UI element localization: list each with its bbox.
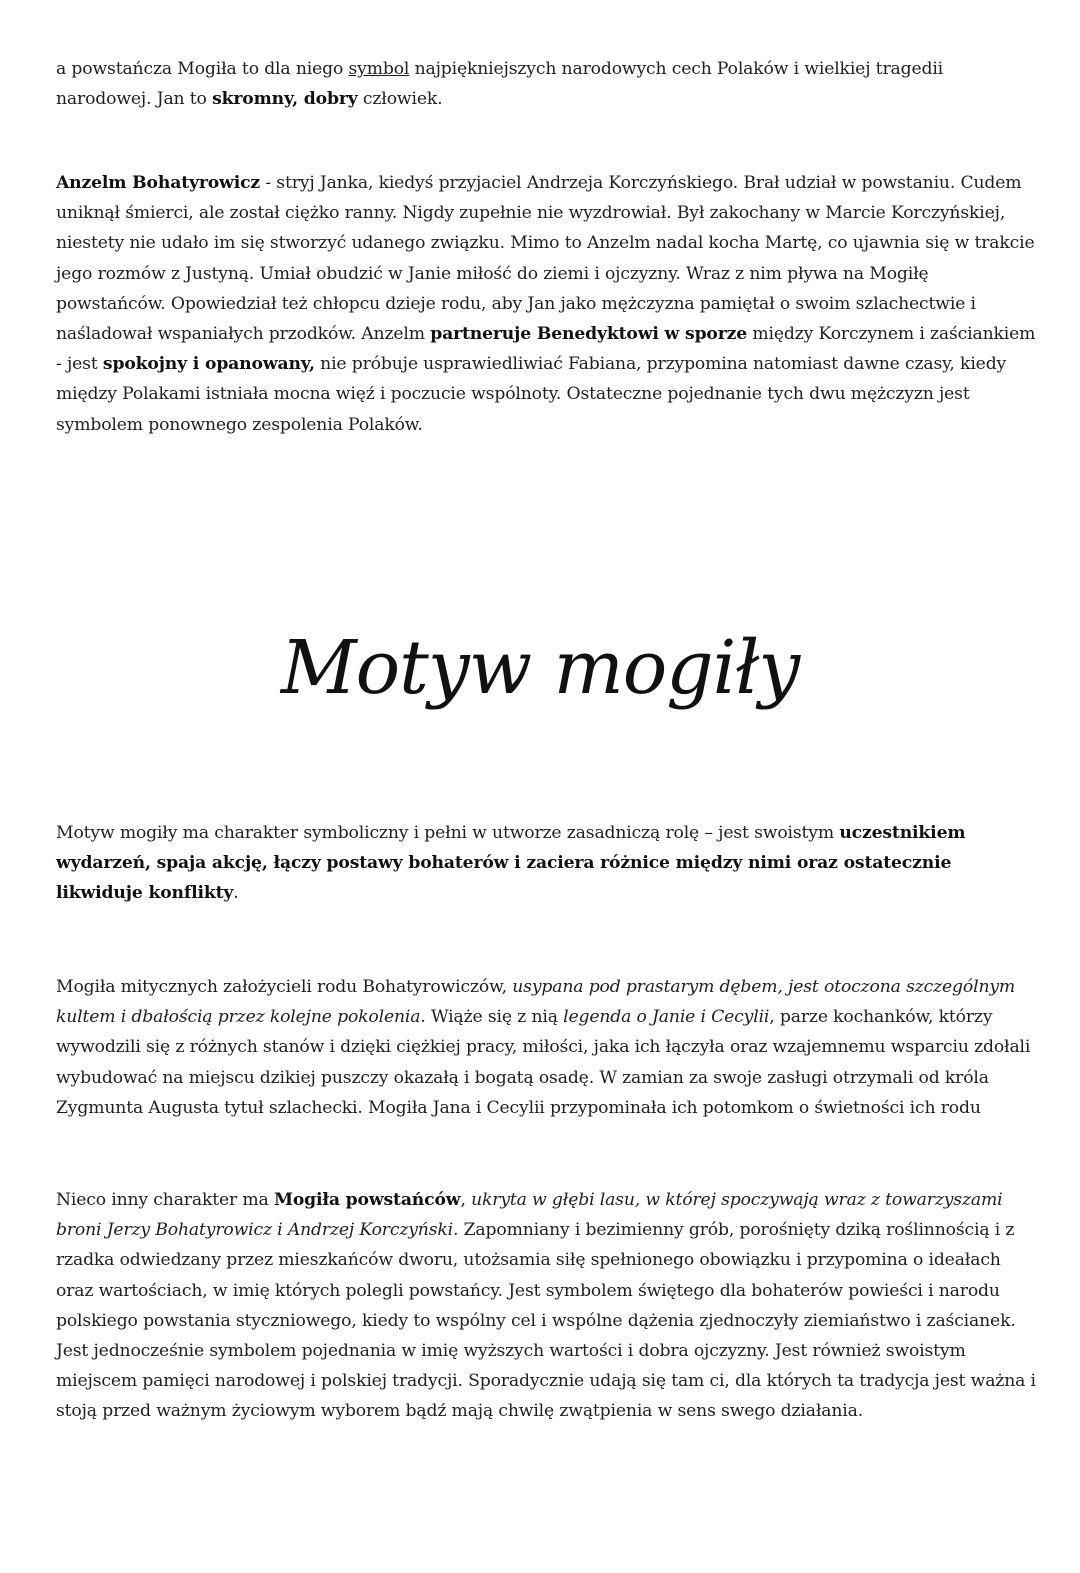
- text-span: Nieco inny charakter ma: [56, 1190, 274, 1210]
- text-span: najpiękniejszych narodowych cech Polaków i wielkiej tragedii narodowej. Jan to: [56, 59, 944, 110]
- italic-phrase: ukryta w głębi lasu, w której spoczywają wraz z towarzyszami broni Jerzy Bohatyrowicz i Andrzej Korczyński.: [56, 1190, 1003, 1241]
- paragraph-founders-grave: [56, 972, 1036, 1123]
- text-span: , parze kochanków, którzy wywodzili się z różnych stanów i dzięki ciężkiej pracy, miłości, jaka ich łączyła oraz wzajemnemu wsparciu zdołali wybudować na miejscu dzikiej puszczy okazałą i bogatą osadę. W zamian za swoje zasługi otrzymali od króla Zygmunta Augusta tytuł szlachecki. Mogiła Jana i Cecylii przypominała ich potomkom o świetności ich rodu: [56, 1007, 1031, 1118]
- text-span: Mogiła mitycznych założycieli rodu Bohatyrowiczów,: [56, 977, 513, 997]
- paragraph-anzelm: [56, 168, 1036, 440]
- text-span: nie próbuje usprawiedliwiać Fabiana, przypomina natomiast dawne czasy, kiedy między Polakami istniała mocna więź i poczucie wspólnoty. Ostateczne pojednanie tych dwu mężczyzn jest symbolem ponownego zespolenia Polaków.: [56, 354, 1007, 435]
- text-span: ,: [460, 1190, 472, 1210]
- bold-term: Mogiła powstańców: [273, 1190, 461, 1210]
- bold-term: skromny, dobry: [212, 89, 358, 110]
- bold-term: spokojny i opanowany,: [102, 354, 315, 375]
- character-name: Anzelm Bohatyrowicz: [56, 173, 260, 193]
- underlined-term: symbol: [348, 59, 410, 79]
- bold-term: partneruje Benedyktowi w sporze: [430, 324, 748, 345]
- text-span: Wiąże się z nią: [425, 1007, 564, 1028]
- text-span: Zapomniany i bezimienny grób, porośnięty dziką roślinnością i z rzadka odwiedzany przez mieszkańców dworu, utożsamia siłę spełnionego obowiązku i przypomina o ideałach oraz wartościach, w imię których polegli powstańcy. Jest symbolem świętego dla bohaterów powieści i narodu polskiego powstania styczniowego, kiedy to wspólny cel i wspólne dążenia zjednoczyły ziemiaństwo i zaścianek. Jest jednocześnie symbolem pojednania w imię wyższych wartości i dobra ojczyzny. Jest również swoistym miejscem pamięci narodowej i polskiej tradycji. Sporadycznie udają się tam ci, dla których ta tradycja jest ważna i stoją przed ważnym życiowym wyborem bądź mają chwilę zwątpienia w sens swego działania.: [56, 1220, 1036, 1422]
- text-span: - stryj Janka, kiedyś przyjaciel Andrzeja Korczyńskiego. Brał udział w powstaniu. Cudem uniknął śmierci, ale został ciężko ranny. Nigdy zupełnie nie wyzdrowiał. Był zakochany w Marcie Korczyńskiej, niestety nie udało im się stworzyć udanego związku. Mimo to Anzelm nadal kocha Martę, co ujawnia się w trakcie jego rozmów z Justyną. Umiał obudzić w Janie miłość do ziemi i ojczyzny. Wraz z nim pływa na Mogiłę powstańców. Opowiedział też chłopcu dzieje rodu, aby Jan jako mężczyzna pamiętał o swoim szlachectwie i naśladował wspaniałych przodków. Anzelm: [56, 173, 1035, 345]
- text-span: .: [233, 883, 239, 904]
- text-span: a powstańcza Mogiła to dla niego: [56, 59, 349, 79]
- italic-phrase: usypana pod prastarym dębem, jest otoczona szczególnym kultem i dbałością przez kolejne pokolenia.: [56, 977, 1016, 1028]
- text-span: między Korczynem i zaściankiem - jest: [56, 324, 1036, 375]
- section-title: Motyw mogiły: [280, 625, 800, 711]
- bold-term: uczestnikiem wydarzeń, spaja akcję, łączy postawy bohaterów i zaciera różnice między nimi oraz ostatecznie likwiduje konflikty: [56, 823, 966, 904]
- paragraph-insurgents-grave: [56, 1185, 1036, 1427]
- italic-phrase: legenda o Janie i Cecylii: [563, 1007, 770, 1028]
- text-span: człowiek.: [357, 89, 443, 110]
- text-span: Motyw mogiły ma charakter symboliczny i pełni w utworze zasadniczą rolę – jest swoistym: [56, 823, 840, 843]
- paragraph-motif-intro: [56, 818, 1036, 909]
- paragraph-jan-summary: [56, 54, 1036, 114]
